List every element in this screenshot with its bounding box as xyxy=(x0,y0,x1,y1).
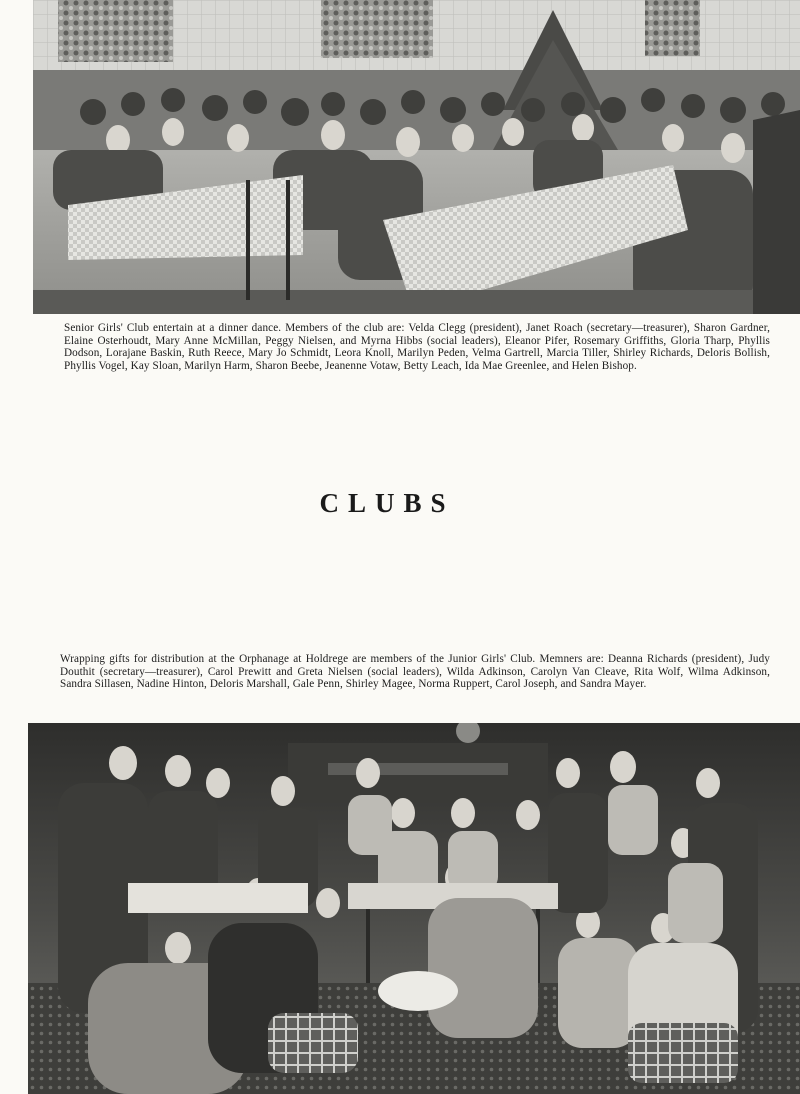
gift-wrapping-caption: Wrapping gifts for distribution at the Orphanage at Holdrege are members of the Junior Girls' Club. Memners are: Deanna Richards (president), Judy Douthit (secretary—treasurer), Carol Prewitt and Greta Nielsen (social leaders), Wilda Adkinson, Carolyn Van Cleave, Rita Wolf, Wilma Adkinson, Sandra Sillasen, Nadine Hinton, Deloris Marshall, Gale Penn, Shirley Magee, Norma Ruppert, Carol Joseph, and Sandra Mayer. xyxy=(60,653,770,691)
dinner-dance-caption: Senior Girls' Club entertain at a dinner dance. Members of the club are: Velda Clegg (president), Janet Roach (secretary—treasurer), Sharon Gardner, Elaine Osterhoudt, Mary Anne McMillan, Peggy Nielsen, and Myrna Hibbs (social leaders), Eleanor Pifer, Rosemary Griffiths, Gloria Tharp, Phyllis Dodson, Lorajane Baskin, Ruth Reece, Mary Jo Schmidt, Leora Knoll, Marilyn Peden, Velma Gartrell, Marcia Tiller, Shirley Richards, Deloris Bollish, Phyllis Vogel, Kay Sloan, Marilyn Harm, Sharon Beebe, Jeanenne Votaw, Betty Leach, Ida Mae Greenlee, and Helen Bishop. xyxy=(64,322,770,372)
gift-wrapping-photo-drawing xyxy=(28,723,800,1094)
gift-wrapping-photo xyxy=(28,723,800,1094)
section-title: CLUBS xyxy=(319,488,455,518)
dinner-dance-photo xyxy=(33,0,800,314)
dinner-dance-photo-drawing xyxy=(33,0,800,314)
